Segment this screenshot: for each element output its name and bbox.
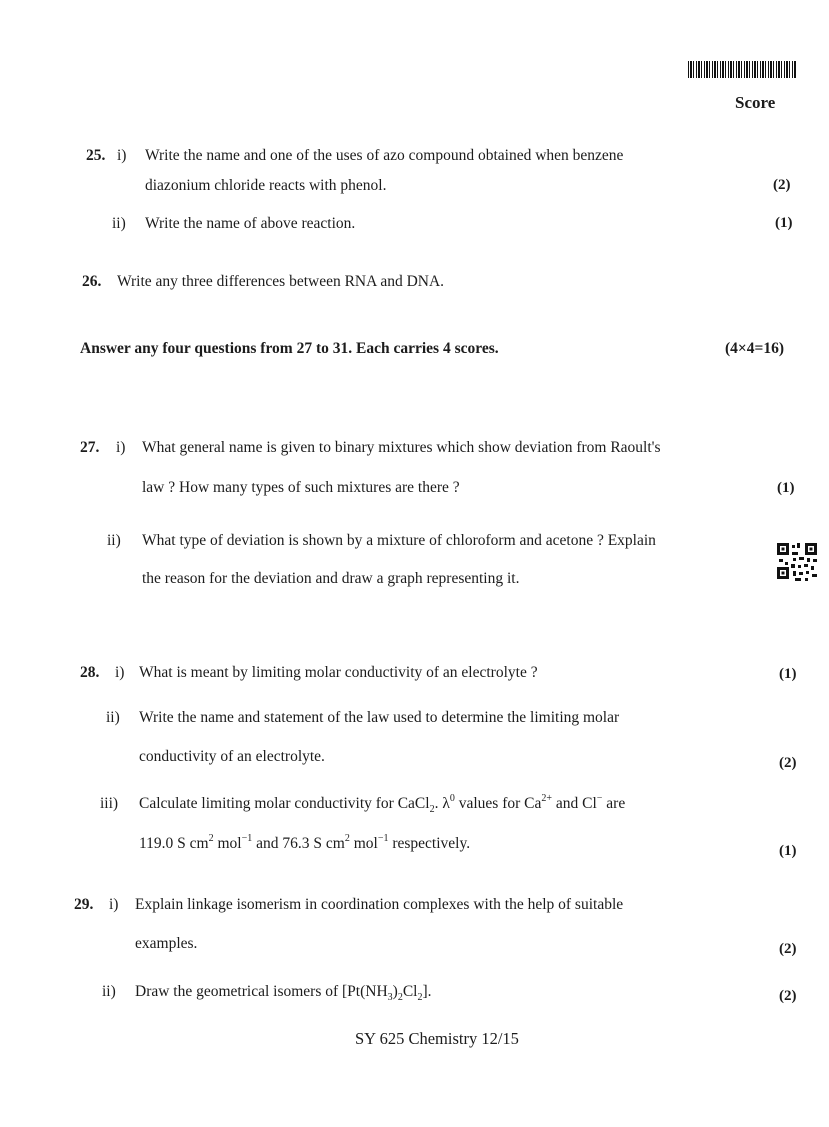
q28-iii-label: iii) [100, 795, 119, 812]
q27-ii-line1: What type of deviation is shown by a mixture of chloroform and acetone ? Explain [142, 532, 656, 549]
q28-ii-label: ii) [106, 709, 120, 726]
q27-number: 27. [80, 439, 100, 456]
q25-i-marks: (2) [773, 177, 791, 193]
page-footer: SY 625 Chemistry 12/15 [355, 1029, 519, 1048]
q28-ii-line1: Write the name and statement of the law used to determine the limiting molar [139, 709, 620, 726]
q29-i-label: i) [109, 896, 119, 913]
score-heading: Score [735, 93, 776, 112]
q26-text: Write any three differences between RNA and DNA. [117, 273, 445, 290]
q25-i-line2: diazonium chloride reacts with phenol. [145, 177, 387, 194]
q26-number: 26. [82, 273, 102, 290]
q28-iii-line2: 119.0 S $cm^2$ mol$^{-1}$ and 76.3 S $cm^2$ mol$^{-1}$ respectively. [139, 833, 471, 852]
q29-ii-marks: (2) [779, 988, 797, 1004]
q27-ii-label: ii) [107, 532, 121, 549]
q29-ii-text: Draw the geometrical isomers of $[Pt(NH_3)_2Cl_2]$. [135, 983, 432, 1003]
q25-i-label: i) [117, 147, 127, 164]
q28-ii-marks: (2) [779, 755, 797, 771]
q29-i-line1: Explain linkage isomerism in coordination complexes with the help of suitable [135, 896, 624, 913]
section-instruction: Answer any four questions from 27 to 31. Each carries 4 scores. [80, 340, 499, 357]
q25-ii-text: Write the name of above reaction. [145, 215, 356, 232]
q28-i-label: i) [115, 664, 125, 681]
q29-i-marks: (2) [779, 941, 797, 957]
q25-ii-marks: (1) [775, 215, 793, 231]
qr-code-icon [777, 543, 819, 583]
q25-i-line1: Write the name and one of the uses of azo compound obtained when benzene [145, 147, 624, 164]
q27-i-marks: (1) [777, 480, 795, 496]
q28-number: 28. [80, 664, 100, 681]
q28-iii-line1: Calculate limiting molar conductivity for CaCl$_2$. $\lambda^0$ values for $Ca^{2+}$ and Cl− are [139, 793, 626, 815]
q25-ii-label: ii) [112, 215, 126, 232]
q27-ii-line2: the reason for the deviation and draw a graph representing it. [142, 570, 520, 587]
q27-i-line2: law ? How many types of such mixtures are there ? [142, 479, 460, 496]
q28-iii-marks: (1) [779, 843, 797, 859]
q28-i-text: What is meant by limiting molar conductivity of an electrolyte ? [139, 664, 538, 681]
q27-i-label: i) [116, 439, 126, 456]
section-marks: (4×4=16) [725, 340, 784, 357]
q28-i-marks: (1) [779, 666, 797, 682]
q27-i-line1: What general name is given to binary mixtures which show deviation from Raoult's [142, 439, 661, 456]
q29-ii-label: ii) [102, 983, 116, 1000]
barcode-icon [688, 61, 796, 78]
q25-number: 25. [86, 147, 106, 164]
q29-number: 29. [74, 896, 94, 913]
q29-i-line2: examples. [135, 935, 198, 952]
q28-ii-line2: conductivity of an electrolyte. [139, 748, 325, 765]
